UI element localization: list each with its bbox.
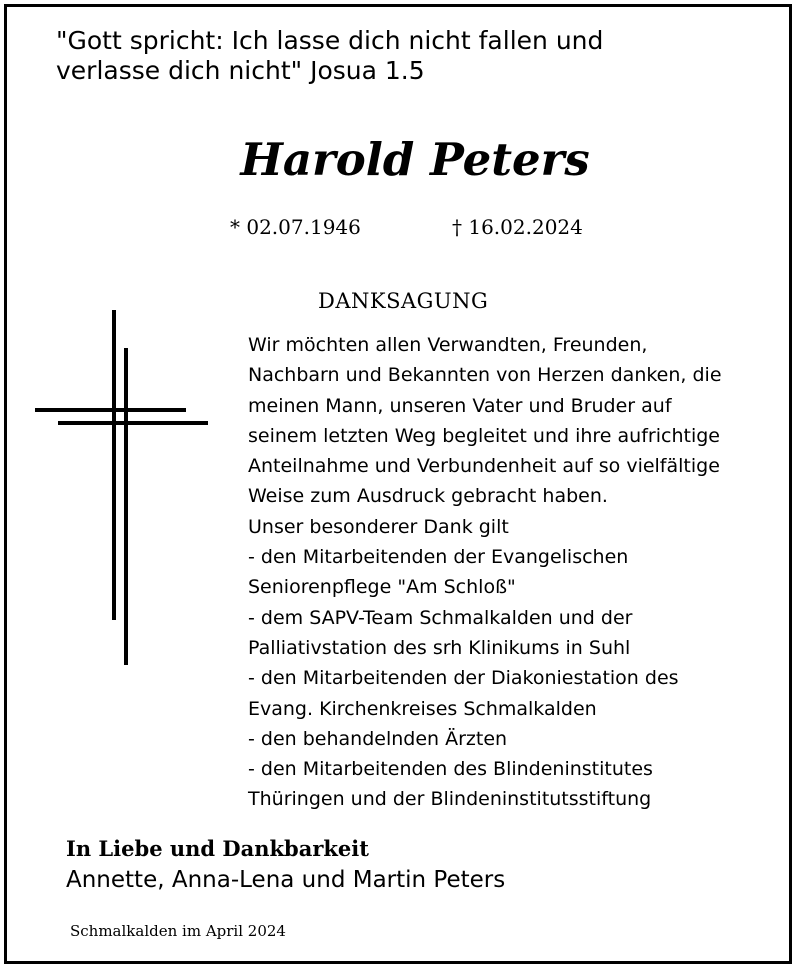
text-line: Weise zum Ausdruck gebracht haben. (248, 485, 608, 508)
text-line: Seniorenpflege "Am Schloß" (248, 576, 516, 599)
text-line: meinen Mann, unseren Vater und Bruder auf (248, 394, 672, 417)
text-line: seinem letzten Weg begleitet und ihre aufrichtige (248, 424, 720, 447)
quote-line: verlasse dich nicht" Josua 1.5 (56, 56, 425, 85)
closing-phrase: In Liebe und Dankbarkeit (66, 836, 369, 861)
text-line: Anteilnahme und Verbundenheit auf so vielfältige (248, 455, 720, 478)
notice-heading: DANKSAGUNG (318, 289, 489, 313)
bible-quote (56, 26, 756, 86)
text-line: - den Mitarbeitenden der Diakoniestation des (248, 667, 679, 690)
text-line: Wir möchten allen Verwandten, Freunden, (248, 334, 648, 356)
death-date: † 16.02.2024 (452, 215, 583, 239)
text-line: - dem SAPV-Team Schmalkalden und der (248, 606, 633, 629)
thanks-text (248, 330, 788, 815)
text-line: Nachbarn und Bekannten von Herzen danken, die (248, 364, 722, 387)
cross-icon (30, 305, 220, 675)
text-line: - den behandelnden Ärzten (248, 727, 508, 750)
text-line: Thüringen und der Blindeninstitutsstiftung (248, 788, 652, 811)
signers: Annette, Anna-Lena und Martin Peters (66, 867, 506, 893)
text-line: Evang. Kirchenkreises Schmalkalden (248, 697, 597, 720)
text-line: Unser besonderer Dank gilt (248, 515, 509, 538)
text-line: Palliativstation des srh Klinikums in Suhl (248, 636, 631, 659)
place-date: Schmalkalden im April 2024 (70, 922, 286, 940)
deceased-name: Harold Peters (240, 133, 590, 186)
text-line: - den Mitarbeitenden des Blindeninstitutes (248, 758, 653, 781)
birth-date: * 02.07.1946 (230, 215, 361, 239)
text-line: - den Mitarbeitenden der Evangelischen (248, 546, 629, 569)
quote-line: "Gott spricht: Ich lasse dich nicht fallen und (56, 26, 604, 55)
